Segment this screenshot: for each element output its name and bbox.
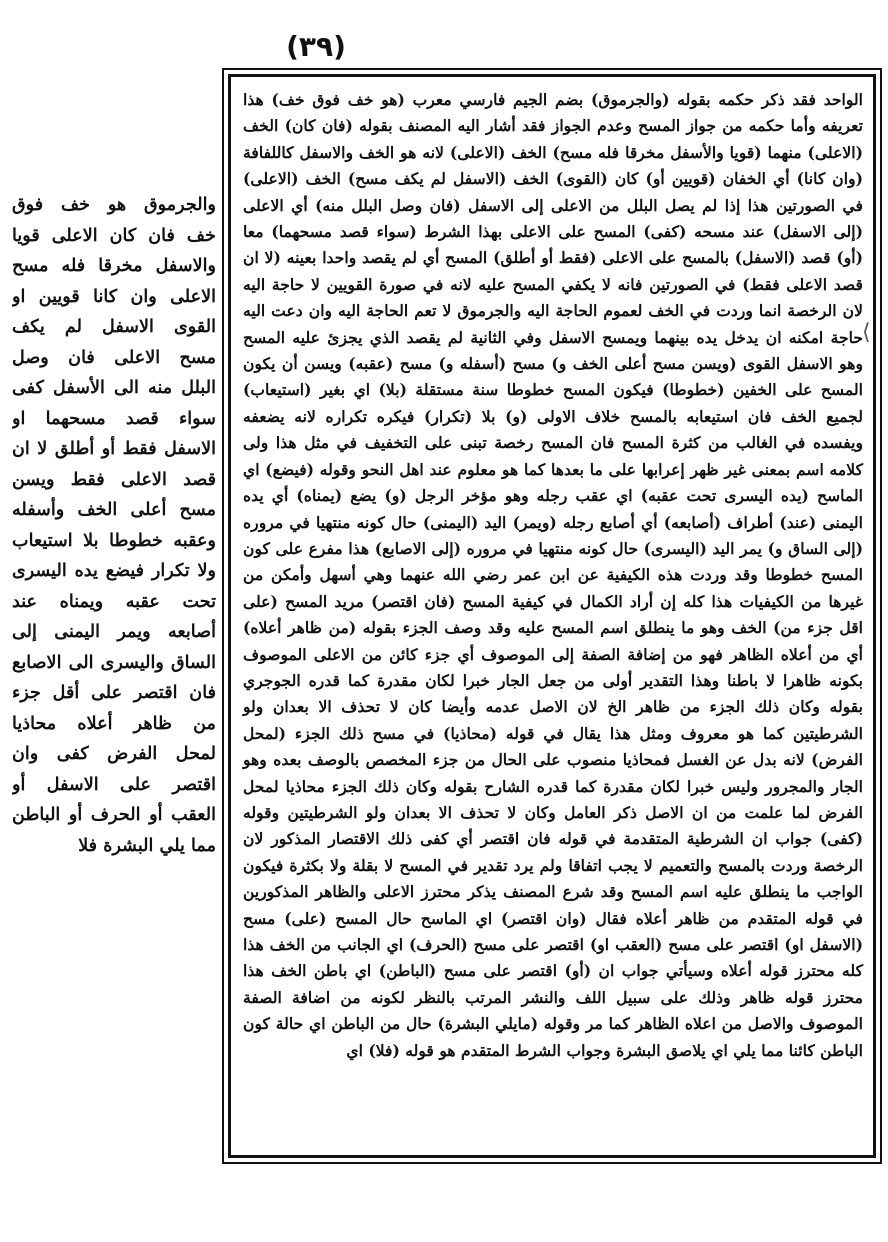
margin-bracket-mark: ⟨ xyxy=(862,320,871,345)
main-text-inner-frame xyxy=(228,74,876,1158)
main-text-frame xyxy=(222,68,882,1164)
main-text-body: الواحد فقد ذكر حكمه بقوله (والجرموق) بضم الجيم فارسي معرب (هو خف فوق خف) هذا تعريفه وأما حكمه من جواز المسح وعدم الجواز فقد أشار اليه المصنف بقوله (فان كان) الخف (الاعلى) منهما (قويا والأسفل مخرقا فله مسح) الخف (الاعلى) لانه هو الخف والاسفل كاللفافة (وان كانا) أي الخفان (قويين أو) كان (القوى) الخف (الاسفل لم يكف مسح) الخف (الاعلى) في الصورتين هذا إذا لم يصل البلل من الاعلى إلى الاسفل (فان وصل البلل منه) أي الاعلى (إلى الاسفل) عند مسحه (كفى) المسح على الاعلى بهذا الشرط (سواء قصد مسحهما) معا (أو) قصد (الاسفل) بالمسح على الاعلى (فقط أو أطلق) المسح أي لم يقصد واحدا بعينه (لا ان قصد الاعلى فقط) في الصورتين فانه لا يكفي المسح عليه لانه في صورة القويين لا حاجة اليه لان الرخصة انما وردت في الخف لعموم الحاجة اليه والجرموق لا تعم الحاجة اليه وان دعت اليه حاجة امكنه ان يدخل يده بينهما ويمسح الاسفل وفي الثانية لم يقصد الذي يجزئ عليه المسح وهو الاسفل القوى (ويسن مسح أعلى الخف و) مسح (أسفله و) مسح (عقبه) ويسن أن يكون المسح على الخفين (خطوطا) فيكون المسح خطوطا سنة مستقلة (بلا) اي بغير (استيعاب) لجميع الخف فان استيعابه بالمسح خلاف الاولى (و) بلا (تكرار) فيكره تكراره لانه يضعفه ويفسده في الغالب من كثرة المسح فان المسح رخصة تبنى على التخفيف في مثل هذا ولى كلامه اسم بمعنى غير ظهر إعرابها على ما بعدها كما هو معلوم عند اهل النحو وقوله (فيضع) اي الماسح (يده اليسرى تحت عقبه) اي عقب رجله وهو مؤخر الرجل (و) يضع (يمناه) أي يده اليمنى (عند) أطراف (أصابعه) أي أصابع رجله (ويمر) اليد (اليمنى) حال كونه منتهيا في مروره (إلى الساق و) يمر اليد (اليسرى) حال كونه منتهيا في مروره (إلى الاصابع) هذا مفرع على كون المسح خطوطا وقد وردت هذه الكيفية عن ابن عمر رضي الله عنهما وهي أسهل وأمكن من غيرها من الكيفيات هذا كله إن أراد الكمال في كيفية المسح (فان اقتصر) مريد المسح (على اقل جزء من) الخف وهو ما ينطلق اسم المسح عليه وقد وصف الجزء بقوله (من ظاهر أعلاه) أي من أعلاه الظاهر فهو من إضافة الصفة إلى الموصوف أي جزء كائن من الاعلى الموصوف بكونه ظاهرا لا باطنا وهذا التقدير أولى من جعل الجار خبرا لكان مقدرة كما قدره الجوجري بقوله وكان ذلك الجزء من ظاهر الخ لان الاصل عدمه وأيضا كان لا تحذف الا بعدان ولو الشرطيتين كما هو معروف ومثل هذا يقال في قوله (محاذيا) في مسح ذلك الجزء (لمحل الفرض) لانه بدل عن الغسل فمحاذيا منصوب على الحال من جزء المخصص بالوصف بعده وهو الجار والمجرور وليس خبرا لكان مقدرة كما قدره الشارح بقوله وكان ذلك الجزء محاذيا لمحل الفرض لما علمت من ان الاصل ذكر العامل وكان لا تحذف الا بعدان ولو الشرطيتين وقوله (كفى) جواب ان الشرطية المتقدمة في قوله فان اقتصر أي كفى ذلك الاقتصار المذكور لان الرخصة وردت بالمسح والتعميم لا يجب اتفاقا ولم يرد تقدير في المسح لا بقلة ولا بكثرة فيكون الواجب ما ينطلق عليه اسم المسح وقد شرع المصنف يذكر محترز الاعلى والظاهر المذكورين في قوله المتقدم من ظاهر أعلاه فقال (وان اقتصر) اي الماسح حال المسح (على) مسح (الاسفل او) اقتصر على مسح (العقب او) اقتصر على مسح (الحرف) اي الجانب من الخف هذا كله محترز قوله أعلاه وسيأتي جواب ان (أو) اقتصر على مسح (الباطن) اي باطن الخف هذا محترز قوله ظاهر وذلك على سبيل اللف والنشر المرتب بالنظر لكونه من اضافة الصفة الموصوف والاصل من اعلاه الظاهر كما مر وقوله (مايلي البشرة) حال من الباطن اي حالة كون الباطن كائنا مما يلي اي يلاصق البشرة وجواب الشرط المتقدم هو قوله (فلا) اي xyxy=(243,90,863,1060)
page-number: (٣٩) xyxy=(286,30,346,63)
margin-text-matn: والجرموق هو خف فوق خف فان كان الاعلى قويا والاسفل مخرقا فله مسح الاعلى وان كانا قويين او القوى الاسفل لم يكف مسح الاعلى فان وصل البلل منه الى الأسفل كفى سواء قصد مسحهما او الاسفل فقط أو أطلق لا ان قصد الاعلى فقط ويسن مسح أعلى الخف وأسفله وعقبه خطوطا بلا استيعاب ولا تكرار فيضع يده اليسرى تحت عقبه ويمناه عند أصابعه ويمر اليمنى إلى الساق واليسرى الى الاصابع فان اقتصر على أقل جزء من ظاهر أعلاه محاذيا لمحل الفرض كفى وان اقتصر على الاسفل أو العقب أو الحرف أو الباطن مما يلي البشرة فلا xyxy=(12,194,216,856)
